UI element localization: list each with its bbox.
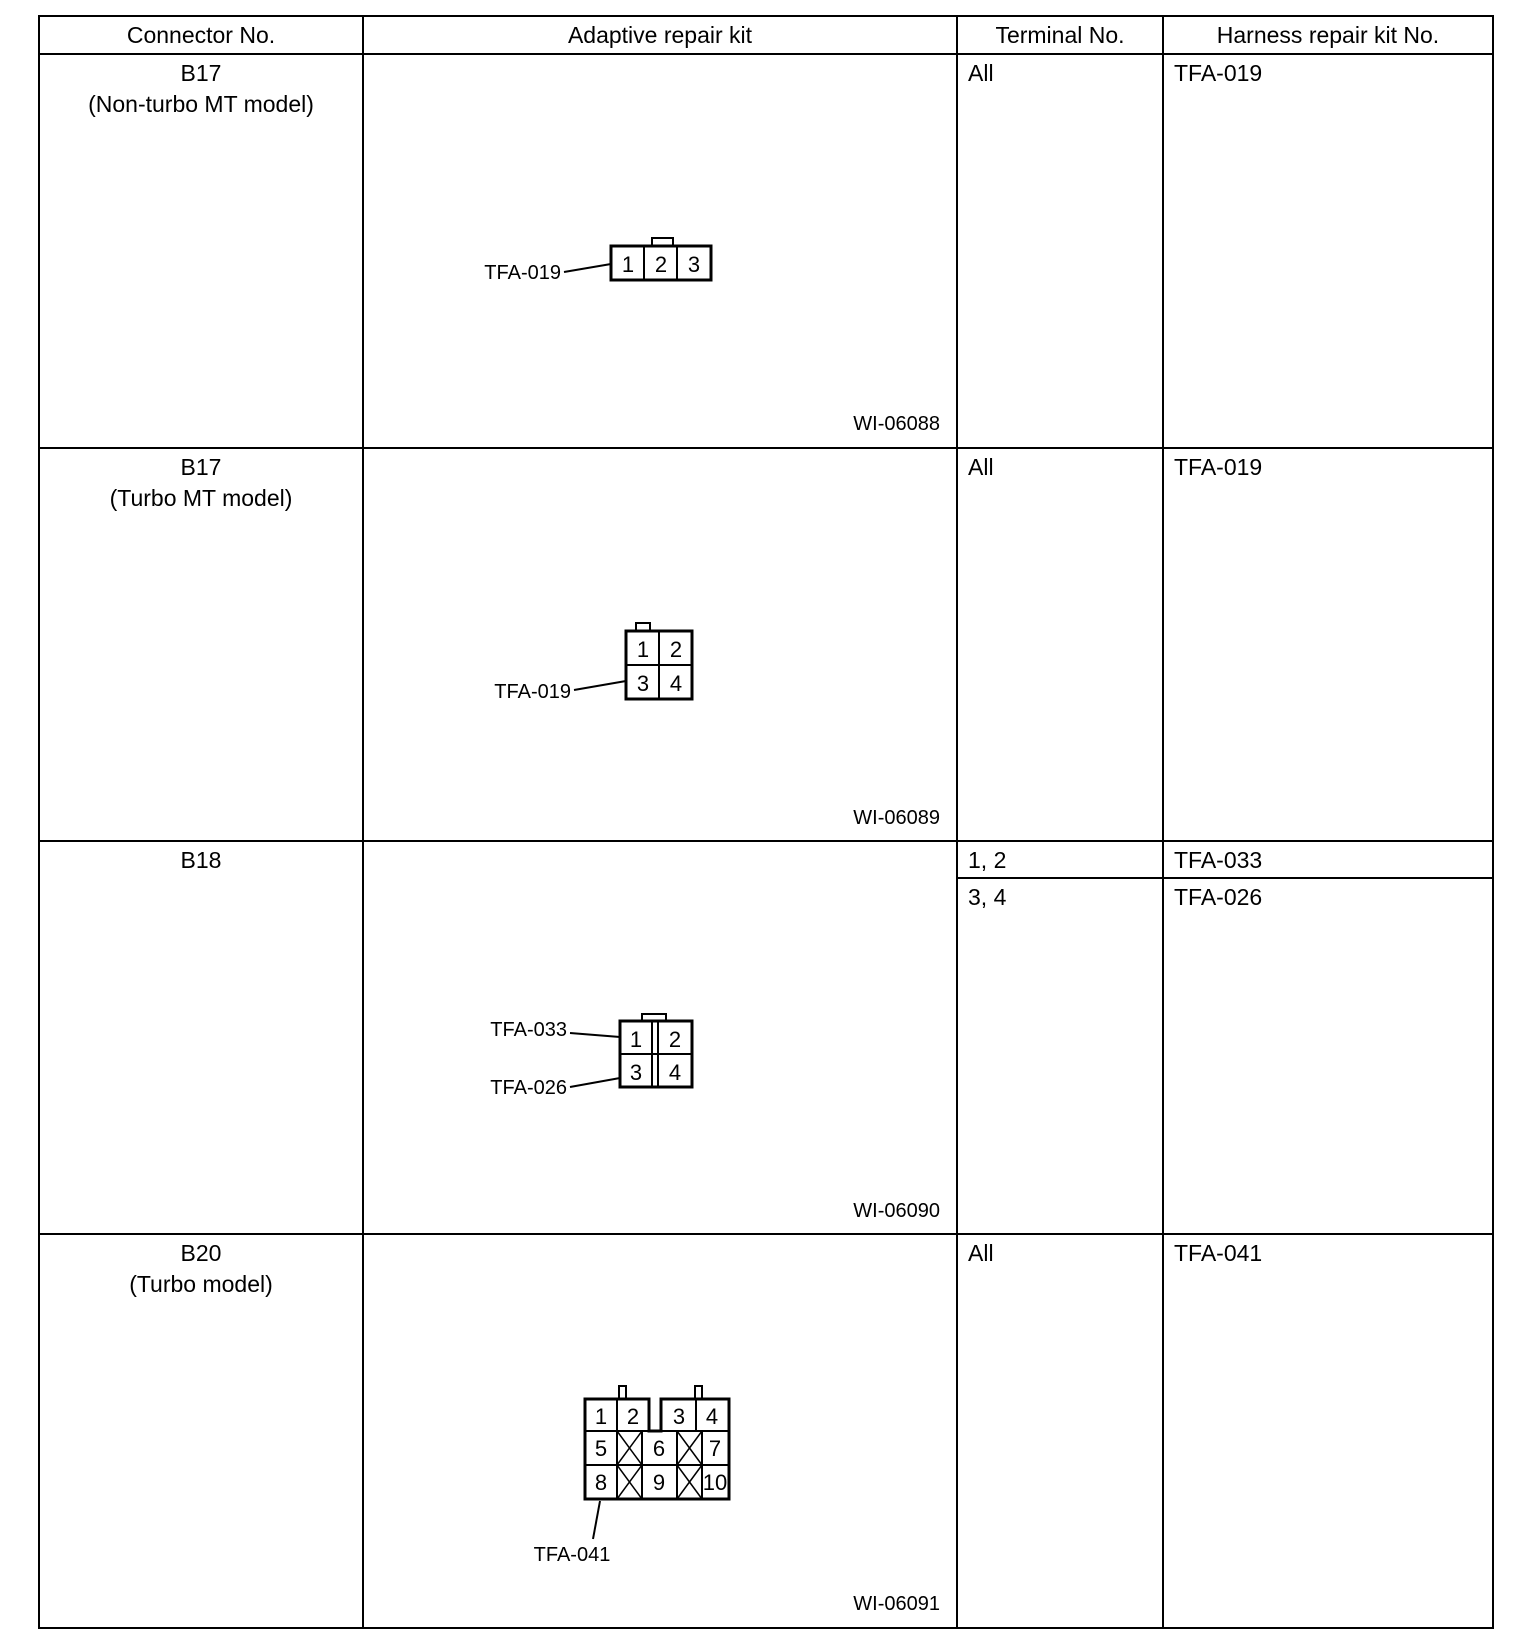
- adaptive-kit-cell: [363, 841, 957, 1234]
- harness-kit-cell: TFA-019: [1163, 54, 1493, 448]
- connector-model: (Non-turbo MT model): [88, 91, 314, 117]
- table-row: [39, 1234, 1493, 1628]
- connector-diagram-svg: [364, 449, 954, 838]
- table-row: [39, 448, 1493, 842]
- connector-number: B17: [180, 60, 222, 86]
- header-row: [39, 16, 1493, 54]
- connector-number: B17: [180, 453, 222, 480]
- pin-label: 2: [654, 252, 668, 277]
- pin-label: 9: [652, 1470, 666, 1496]
- pin-label: 1: [594, 1404, 608, 1430]
- table-row: [39, 841, 1493, 878]
- pin-label: 6: [652, 1436, 666, 1462]
- pin-label: 8: [594, 1470, 608, 1496]
- repair-kit-table: [38, 15, 1494, 1629]
- pin-label: 2: [626, 1404, 640, 1430]
- callout-label: TFA-019: [494, 680, 571, 703]
- table-row: [39, 54, 1493, 448]
- pin-label: 5: [594, 1436, 608, 1462]
- pin-label: 1: [629, 1027, 643, 1053]
- pin-label: 1: [621, 252, 635, 277]
- adaptive-kit-cell: [363, 54, 957, 448]
- pin-label: 4: [669, 670, 683, 696]
- terminal-cell: 3, 4: [957, 878, 1163, 1234]
- connector-number: B18: [180, 847, 222, 874]
- harness-kit-cell: TFA-019: [1163, 448, 1493, 842]
- figure-id: WI-06088: [853, 413, 940, 435]
- pin-label: 4: [705, 1404, 719, 1430]
- connector-diagram: [364, 1235, 956, 1624]
- pin-label: 2: [668, 1027, 682, 1053]
- connector-model: (Turbo model): [129, 1271, 273, 1298]
- callout-label: TFA-041: [533, 1544, 611, 1567]
- figure-id: WI-06090: [853, 1200, 940, 1223]
- connector-cell: [39, 841, 363, 1234]
- figure-id: WI-06091: [853, 1593, 940, 1616]
- terminal-cell: All: [957, 1234, 1163, 1628]
- connector-number: B20: [180, 1240, 222, 1267]
- callout-label: TFA-026: [490, 1077, 567, 1100]
- pin-label: 4: [668, 1060, 682, 1086]
- terminal-cell: All: [957, 54, 1163, 448]
- pin-label: 3: [636, 670, 650, 696]
- connector-diagram-svg: [364, 1235, 954, 1624]
- pin-label: 2: [669, 636, 683, 662]
- harness-kit-cell: TFA-033: [1163, 841, 1493, 878]
- pin-label: 3: [672, 1404, 686, 1430]
- connector-diagram: [364, 842, 956, 1231]
- callout-label: TFA-019: [484, 262, 561, 284]
- pin-label: 10: [702, 1470, 728, 1496]
- connector-cell: [39, 1234, 363, 1628]
- pin-label: 3: [629, 1060, 643, 1086]
- connector-diagram-svg: [364, 842, 954, 1231]
- header-terminal-no: Terminal No.: [957, 16, 1163, 54]
- adaptive-kit-cell: [363, 1234, 957, 1628]
- connector-diagram: [364, 449, 956, 838]
- header-harness-repair-kit-no: Harness repair kit No.: [1163, 16, 1493, 54]
- connector-diagram-svg: [364, 55, 954, 444]
- connector-model: (Turbo MT model): [109, 484, 293, 511]
- adaptive-kit-cell: [363, 448, 957, 842]
- pin-label: 7: [708, 1436, 722, 1462]
- figure-id: WI-06089: [853, 806, 940, 829]
- harness-kit-cell: TFA-026: [1163, 878, 1493, 1234]
- connector-cell: [39, 448, 363, 842]
- pin-label: 1: [636, 636, 650, 662]
- pin-label: 3: [687, 252, 701, 277]
- terminal-cell: 1, 2: [957, 841, 1163, 878]
- harness-kit-cell: TFA-041: [1163, 1234, 1493, 1628]
- connector-cell: [39, 54, 363, 448]
- connector-diagram: [364, 55, 956, 444]
- header-connector-no: Connector No.: [39, 16, 363, 54]
- header-adaptive-repair-kit: Adaptive repair kit: [363, 16, 957, 54]
- callout-label: TFA-033: [490, 1019, 567, 1042]
- terminal-cell: All: [957, 448, 1163, 842]
